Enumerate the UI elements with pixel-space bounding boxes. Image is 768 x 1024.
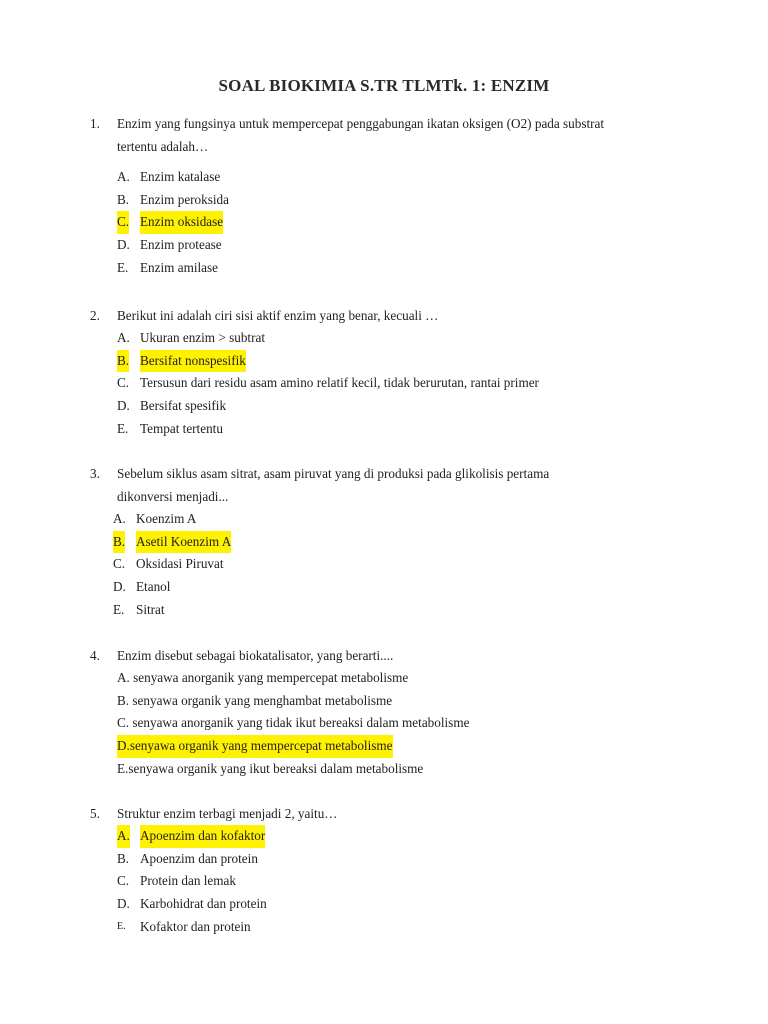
question-4 bbox=[0, 644, 768, 780]
option-b-answer: B. Asetil Koenzim A bbox=[0, 531, 768, 554]
option-a: A. Ukuran enzim > subtrat bbox=[117, 330, 265, 345]
option-c: C. Oksidasi Piruvat bbox=[113, 556, 224, 572]
option-c: C. Tersusun dari residu asam amino relatif kecil, tidak berurutan, rantai primer bbox=[117, 375, 539, 391]
question-5 bbox=[0, 802, 768, 938]
question-text: Struktur enzim terbagi menjadi 2, yaitu… bbox=[117, 806, 338, 821]
option-c-answer: C. Enzim oksidase bbox=[0, 211, 768, 234]
option-e: E.senyawa organik yang ikut bereaksi dalam metabolisme bbox=[117, 760, 424, 776]
option-e: E. Tempat tertentu bbox=[117, 420, 223, 436]
option-d: D. Karbohidrat dan protein bbox=[117, 896, 267, 912]
option-b: B. Enzim peroksida bbox=[117, 191, 229, 207]
option-a: A. Enzim katalase bbox=[117, 169, 221, 184]
question-text-cont: tertentu adalah… bbox=[117, 139, 209, 154]
option-a: A. senyawa anorganik yang mempercepat metabolisme bbox=[117, 670, 409, 685]
question-2 bbox=[0, 304, 768, 440]
question-number: 4. bbox=[90, 648, 100, 663]
option-b: B. Apoenzim dan protein bbox=[117, 850, 258, 866]
option-d-answer: D.senyawa organik yang mempercepat metabolisme bbox=[0, 735, 768, 758]
question-text: Berikut ini adalah ciri sisi aktif enzim yang benar, kecuali … bbox=[117, 308, 439, 323]
option-d: D. Enzim protease bbox=[117, 237, 222, 253]
option-b: B. senyawa organik yang menghambat metabolisme bbox=[117, 692, 393, 708]
question-number: 2. bbox=[90, 308, 100, 323]
option-b-answer: B. Bersifat nonspesifik bbox=[0, 350, 768, 373]
question-text: Sebelum siklus asam sitrat, asam piruvat yang di produksi pada glikolisis pertama bbox=[117, 466, 550, 481]
document-title: SOAL BIOKIMIA S.TR TLMTk. 1: ENZIM bbox=[218, 76, 550, 95]
option-a-answer: A. Apoenzim dan kofaktor bbox=[0, 825, 768, 848]
question-number: 5. bbox=[90, 806, 100, 821]
option-e: E. Sitrat bbox=[113, 601, 165, 617]
option-c: C. senyawa anorganik yang tidak ikut bereaksi dalam metabolisme bbox=[117, 715, 470, 731]
question-1 bbox=[0, 112, 768, 279]
option-c: C. Protein dan lemak bbox=[117, 873, 236, 889]
question-text: Enzim disebut sebagai biokatalisator, yang berarti.... bbox=[117, 648, 394, 663]
question-text-cont: dikonversi menjadi... bbox=[117, 489, 229, 504]
question-text: Enzim yang fungsinya untuk mempercepat penggabungan ikatan oksigen (O2) pada substrat bbox=[117, 116, 605, 131]
option-d: D. Etanol bbox=[113, 579, 171, 595]
option-e: E. Kofaktor dan protein bbox=[117, 918, 251, 934]
option-a: A. Koenzim A bbox=[113, 511, 197, 526]
option-e: E. Enzim amilase bbox=[117, 259, 218, 275]
option-d: D. Bersifat spesifik bbox=[117, 398, 227, 414]
question-number: 1. bbox=[90, 116, 100, 131]
question-3 bbox=[0, 462, 768, 621]
question-number: 3. bbox=[90, 466, 100, 481]
